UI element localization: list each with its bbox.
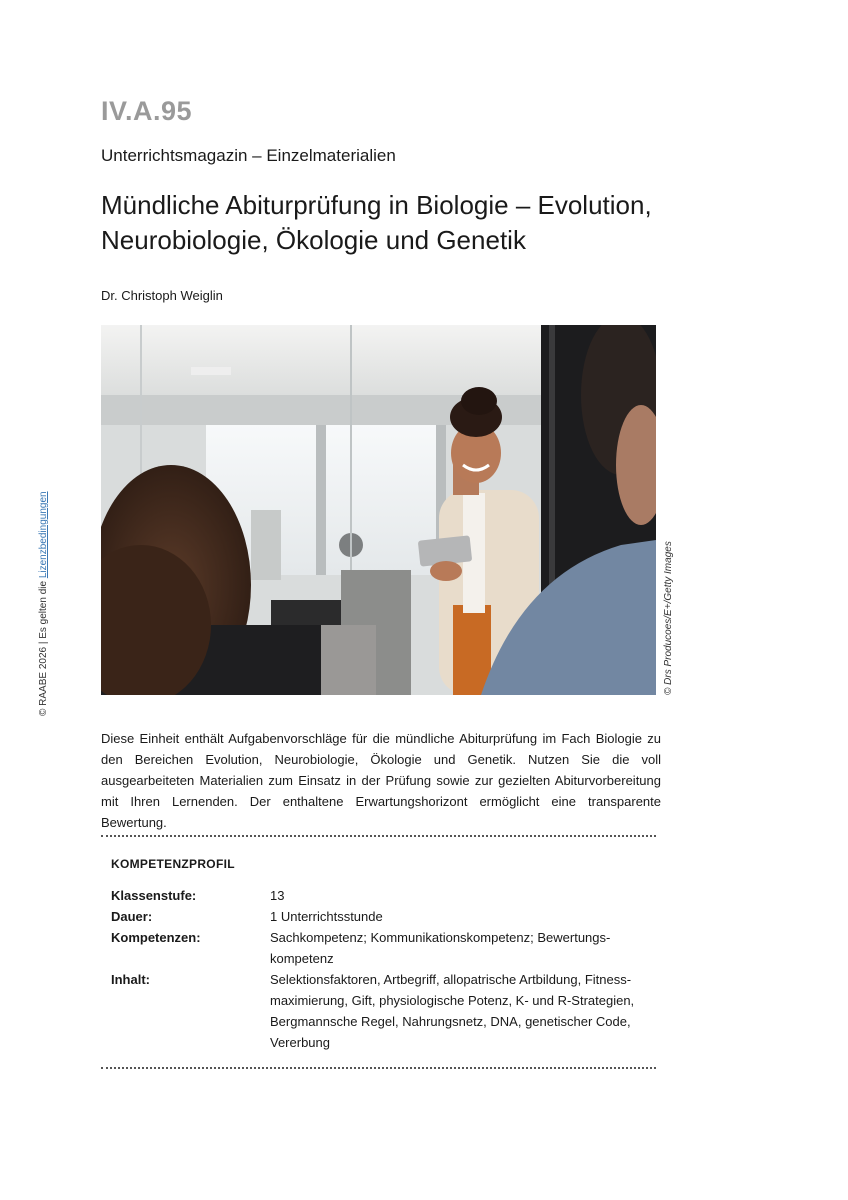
side-copyright	[38, 491, 49, 716]
document-title	[101, 188, 701, 258]
profile-label: Dauer:	[111, 909, 153, 924]
series-label: Unterrichtsmagazin – Einzelmaterialien	[101, 146, 396, 165]
profile-value: Selektionsfaktoren, Artbegriff, allopatrische Artbildung, Fitnessmaximierung, Gift, physiologische Potenz, K- und R-Strategien, Bergmannsche Regel, Nahrungsnetz, DNA, genetischer Code, Vererbung	[270, 972, 635, 1050]
profile-label: Kompetenzen:	[111, 930, 201, 945]
title-line-2: Neurobiologie, Ökologie und Genetik	[101, 225, 526, 255]
divider-top	[101, 835, 656, 837]
profile-value: 13	[270, 888, 285, 903]
cover-photo	[101, 325, 656, 695]
author: Dr. Christoph Weiglin	[101, 288, 223, 303]
document-code: IV.A.95	[101, 96, 193, 126]
profile-heading: KOMPETENZPROFIL	[111, 857, 235, 871]
profile-label: Klassenstufe:	[111, 888, 197, 903]
classroom-illustration	[101, 325, 656, 695]
photo-credit: © Drs Producoes/E+/Getty Images	[663, 541, 674, 695]
title-line-1: Mündliche Abiturprüfung in Biologie – Evolution,	[101, 190, 652, 220]
profile-value: 1 Unterrichtsstunde	[270, 909, 383, 924]
divider-bottom	[101, 1067, 656, 1069]
copyright-text: © RAABE 2026 | Es gelten die	[38, 578, 49, 716]
profile-value: Sachkompetenz; Kommunikationskompetenz; Bewertungskompetenz	[270, 930, 611, 966]
intro-paragraph: Diese Einheit enthält Aufgabenvorschläge für die mündliche Abiturprüfung im Fach Biologie zu den Bereichen Evolution, Neurobiologie, Ökologie und Genetik. Nutzen Sie die voll ausgearbeiteten Materialien zum Einsatz in der Prüfung sowie zur gezielten Abiturvorbereitung mit Ihren Lernenden. Der enthaltene Erwartungshorizont ermöglicht eine transparente Bewertung.	[101, 731, 661, 830]
license-link[interactable]: Lizenzbedingungen	[38, 491, 49, 579]
profile-label: Inhalt:	[111, 972, 150, 987]
